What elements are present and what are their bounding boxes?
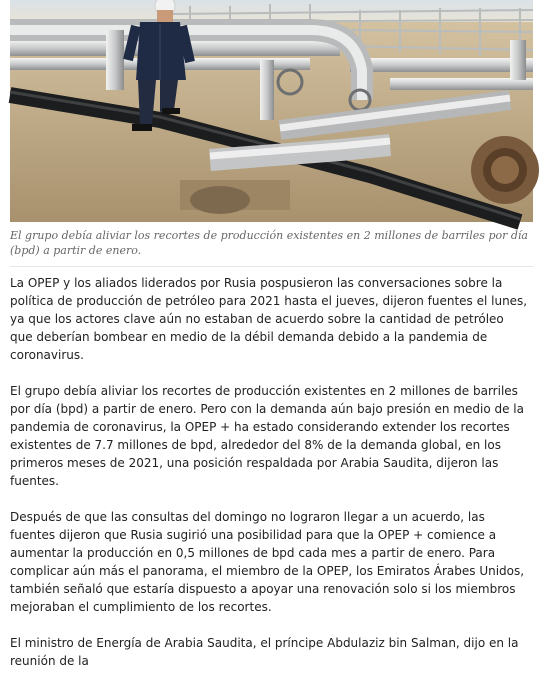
article-paragraph: La OPEP y los aliados liderados por Rusia pospusieron las conversaciones sobre la política de producción de petróleo para 2021 hasta el jueves, dijeron fuentes el lunes, ya que los actores clave aún no estaban de acuerdo sobre la cantidad de petróleo que deberían bombear en medio de la débil demanda debido a la pandemia de coronavirus. bbox=[10, 276, 528, 362]
article-photo bbox=[10, 0, 533, 222]
article-paragraph: El ministro de Energía de Arabia Saudita, el príncipe Abdulaziz bin Salman, dijo en la reunión de la bbox=[10, 636, 519, 668]
photo-caption: El grupo debía aliviar los recortes de producción existentes en 2 millones de barriles por día (bpd) a partir de enero. bbox=[10, 229, 528, 257]
article-paragraph: Después de que las consultas del domingo no lograron llegar a un acuerdo, las fuentes dijeron que Rusia sugirió una posibilidad para que la OPEP + comience a aumentar la producción en 0,5 millones de bpd cada mes a partir de enero. Para complicar aún más el panorama, el miembro de la OPEP, los Emiratos Árabes Unidos, también señaló que estaría dispuesto a apoyar una renovación solo si los miembros mejoraban el cumplimiento de los recortes. bbox=[10, 510, 525, 614]
caption-divider bbox=[10, 266, 533, 267]
article-body bbox=[10, 274, 530, 688]
article-paragraph: El grupo debía aliviar los recortes de producción existentes en 2 millones de barriles por día (bpd) a partir de enero. Pero con la demanda aún bajo presión en medio de la pandemia de coronavirus, la OPEP + ha estado considerando extender los recortes existentes de 7.7 millones de bpd, alrededor del 8% de la demanda global, en los primeros meses de 2021, una posición respaldada por Arabia Saudita, dijeron las fuentes. bbox=[10, 384, 524, 488]
oil-pipeline-worker-photo bbox=[10, 0, 533, 222]
